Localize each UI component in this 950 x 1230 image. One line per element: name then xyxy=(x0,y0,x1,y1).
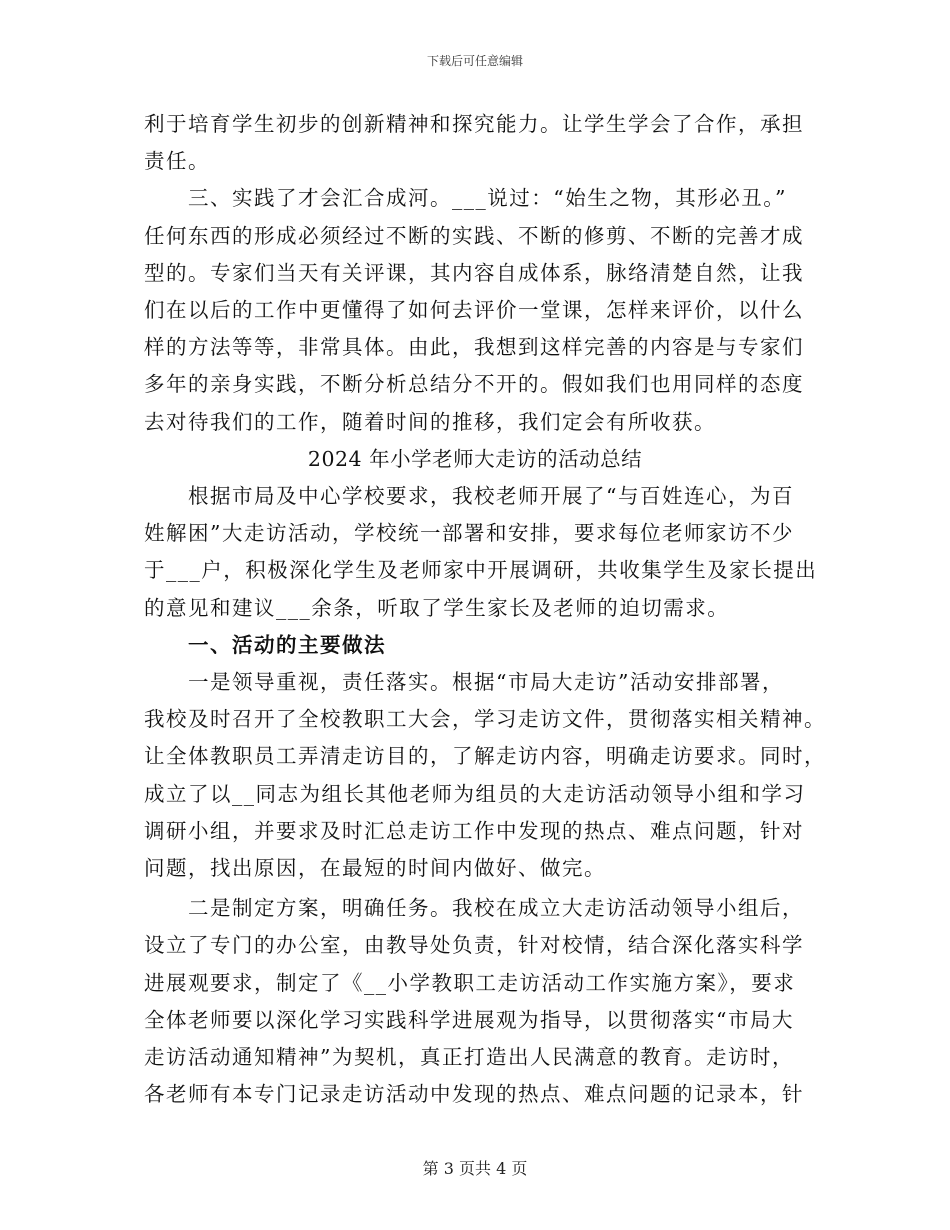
body-line: 根据市局及中心学校要求，我校老师开展了“与百姓连心，为百 xyxy=(188,484,794,509)
body-line: 型的。专家们当天有关评课，其内容自成体系，脉络清楚自然，让我 xyxy=(144,260,804,285)
document-body xyxy=(144,106,826,1113)
body-line: 于___户，积极深化学生及老师家中开展调研，共收集学生及家长提出 xyxy=(144,558,818,583)
section-heading-one: 一、活动的主要做法 xyxy=(188,632,386,657)
body-line: 利于培育学生初步的创新精神和探究能力。让学生学会了合作，承担 xyxy=(144,112,804,136)
body-line: 样的方法等等，非常具体。由此，我想到这样完善的内容是与专家们 xyxy=(144,335,804,360)
body-line: 全体老师要以深化学习实践科学进展观为指导，以贯彻落实“市局大 xyxy=(144,1007,794,1032)
page-footer: 第 3 页共 4 页 xyxy=(422,1159,528,1178)
body-line: 责任。 xyxy=(144,149,210,174)
body-line: 我校及时召开了全校教职工大会，学习走访文件，贯彻落实相关精神。 xyxy=(144,707,826,732)
body-line: 二是制定方案，明确任务。我校在成立大走访活动领导小组后， xyxy=(188,896,804,921)
body-line: 们在以后的工作中更懂得了如何去评价一堂课，怎样来评价，以什么 xyxy=(144,298,804,323)
body-line: 一是领导重视，责任落实。根据“市局大走访”活动安排部署， xyxy=(188,670,784,695)
page-header: 下载后可任意编辑 xyxy=(426,54,523,68)
body-line: 设立了专门的办公室，由教导处负责，针对校情，结合深化落实科学 xyxy=(144,933,804,958)
body-line: 问题，找出原因，在最短的时间内做好、做完。 xyxy=(144,856,606,881)
document-title: 2024 年小学老师大走访的活动总结 xyxy=(307,446,643,471)
body-line: 姓解困”大走访活动，学校统一部署和安排，要求每位老师家访不少 xyxy=(144,521,794,546)
body-line: 进展观要求，制定了《__小学教职工走访活动工作实施方案》，要求 xyxy=(144,970,796,995)
body-line: 任何东西的形成必须经过不断的实践、不断的修剪、不断的完善才成 xyxy=(144,223,804,248)
body-line: 各老师有本专门记录走访活动中发现的热点、难点问题的记录本，针 xyxy=(144,1082,804,1107)
body-line: 成立了以__同志为组长其他老师为组员的大走访活动领导小组和学习 xyxy=(144,781,806,806)
body-line: 多年的亲身实践，不断分析总结分不开的。假如我们也用同样的态度 xyxy=(144,372,804,397)
body-line: 去对待我们的工作，随着时间的推移，我们定会有所收获。 xyxy=(144,409,716,434)
body-line: 走访活动通知精神”为契机，真正打造出人民满意的教育。走访时， xyxy=(144,1045,794,1070)
body-line: 的意见和建议___余条，听取了学生家长及老师的迫切需求。 xyxy=(144,595,730,620)
body-line: 让全体教职员工弄清走访目的，了解走访内容，明确走访要求。同时， xyxy=(144,744,826,769)
section-heading-three: 三、实践了才会汇合成河。___说过：“始生之物，其形必丑。” xyxy=(188,186,787,211)
body-line: 调研小组，并要求及时汇总走访工作中发现的热点、难点问题，针对 xyxy=(144,818,804,843)
